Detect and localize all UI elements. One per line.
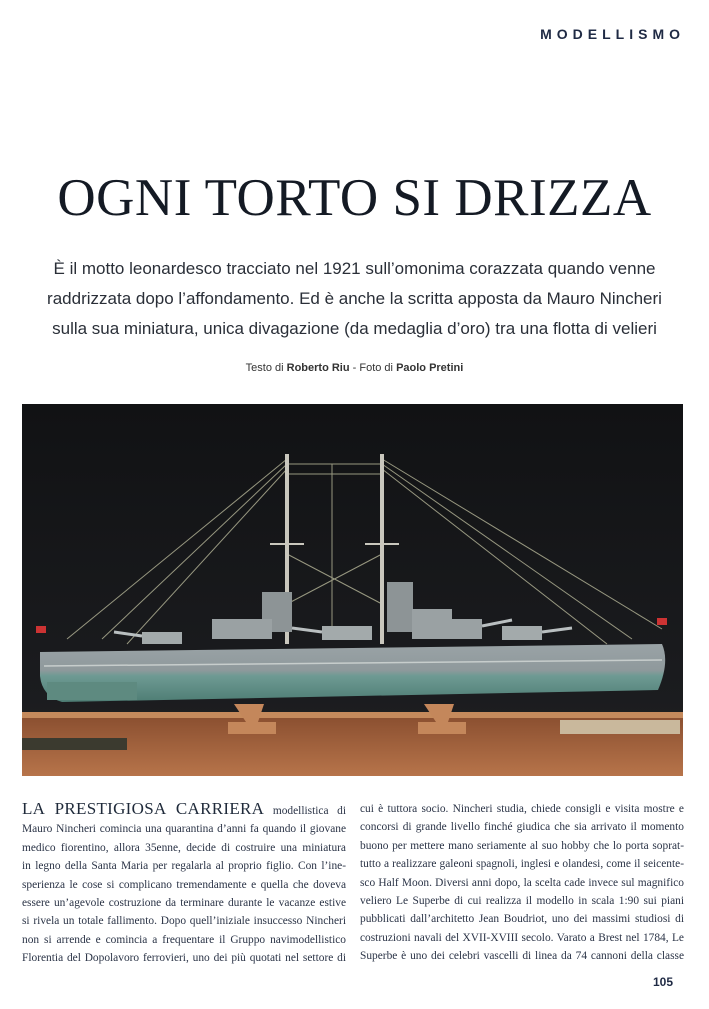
photographer-name: Paolo Pretini bbox=[396, 362, 464, 374]
body-line: sco Half Moon. Diversi anni dopo, la scelta cade invece sul magnifico bbox=[360, 876, 684, 889]
body-line: Superbe è uno dei celebri vascelli di linea da 74 cannoni della classe bbox=[360, 950, 684, 963]
body-line: medico fiorentino, allora 35enne, decide di costruire una miniatura bbox=[22, 841, 346, 854]
body-first-line bbox=[22, 800, 346, 820]
body-line: tutto a realizzare galeoni spagnoli, inglesi e olandesi, come il seicente- bbox=[360, 858, 684, 871]
subtitle-line: È il motto leonardesco tracciato nel 1921 sull’omonima corazzata quando venne bbox=[53, 259, 656, 278]
article-title: OGNI TORTO SI DRIZZA bbox=[57, 169, 652, 227]
article-body-left-column bbox=[22, 800, 346, 968]
body-line: buono per mettere mano seriamente al suo hobby che lo porta soprat- bbox=[360, 839, 684, 852]
warship-model-icon bbox=[22, 404, 683, 776]
body-line: cui è tuttora socio. Nincheri studia, chiede consigli e visita mostre e bbox=[360, 803, 684, 815]
body-line: concorsi di grande livello finché giudica che sia arrivato il momento bbox=[360, 821, 684, 834]
body-line: costruzioni navali del XVII-XVIII secolo. Varato a Brest nel 1784, Le bbox=[360, 931, 684, 944]
body-line: in legno della Santa Maria per regalarla al proprio figlio. Con l’ine- bbox=[22, 860, 346, 873]
body-line: Mauro Nincheri comincia una quarantina d’anni fa quando il giovane bbox=[22, 823, 346, 836]
article-body-right-column bbox=[360, 800, 684, 966]
section-label: MODELLISMO bbox=[540, 26, 685, 42]
author-name: Roberto Riu bbox=[286, 362, 350, 374]
warship-model-photo bbox=[22, 404, 683, 776]
body-first-line-text: modellistica di bbox=[264, 805, 346, 817]
body-line: Florentia del Dopolavoro ferrovieri, uno dei più quotati nel settore di bbox=[22, 952, 346, 965]
page-number: 105 bbox=[652, 975, 673, 989]
article-credits bbox=[0, 362, 709, 374]
credits-separator: - Foto di bbox=[349, 362, 397, 374]
body-line: pubblicati dall’architetto Jean Boudriot, uno dei massimi studiosi di bbox=[360, 913, 684, 926]
body-line: sperienza le cose si complicano tremendamente e quella che doveva bbox=[22, 878, 346, 891]
article-subtitle bbox=[14, 254, 695, 344]
body-line: essere un’agevole costruzione da terminare durante le vacanze estive bbox=[22, 897, 346, 910]
body-line: si rivela un totale fallimento. Dopo quell’iniziale insuccesso Nincheri bbox=[22, 915, 346, 928]
subtitle-line: sulla sua miniatura, unica divagazione (da medaglia d’oro) tra una flotta di velieri bbox=[52, 319, 657, 338]
credits-text-label: Testo di bbox=[245, 362, 287, 374]
body-line: veliero Le Superbe di cui realizza il modello in scala 1:90 sui piani bbox=[360, 895, 684, 908]
subtitle-line: raddrizzata dopo l’affondamento. Ed è anche la scritta apposta da Mauro Nincheri bbox=[47, 289, 662, 308]
lead-in: LA PRESTIGIOSA CARRIERA bbox=[22, 799, 265, 818]
body-line: non si arrende e comincia a frequentare il Gruppo navimodellistico bbox=[22, 933, 346, 946]
